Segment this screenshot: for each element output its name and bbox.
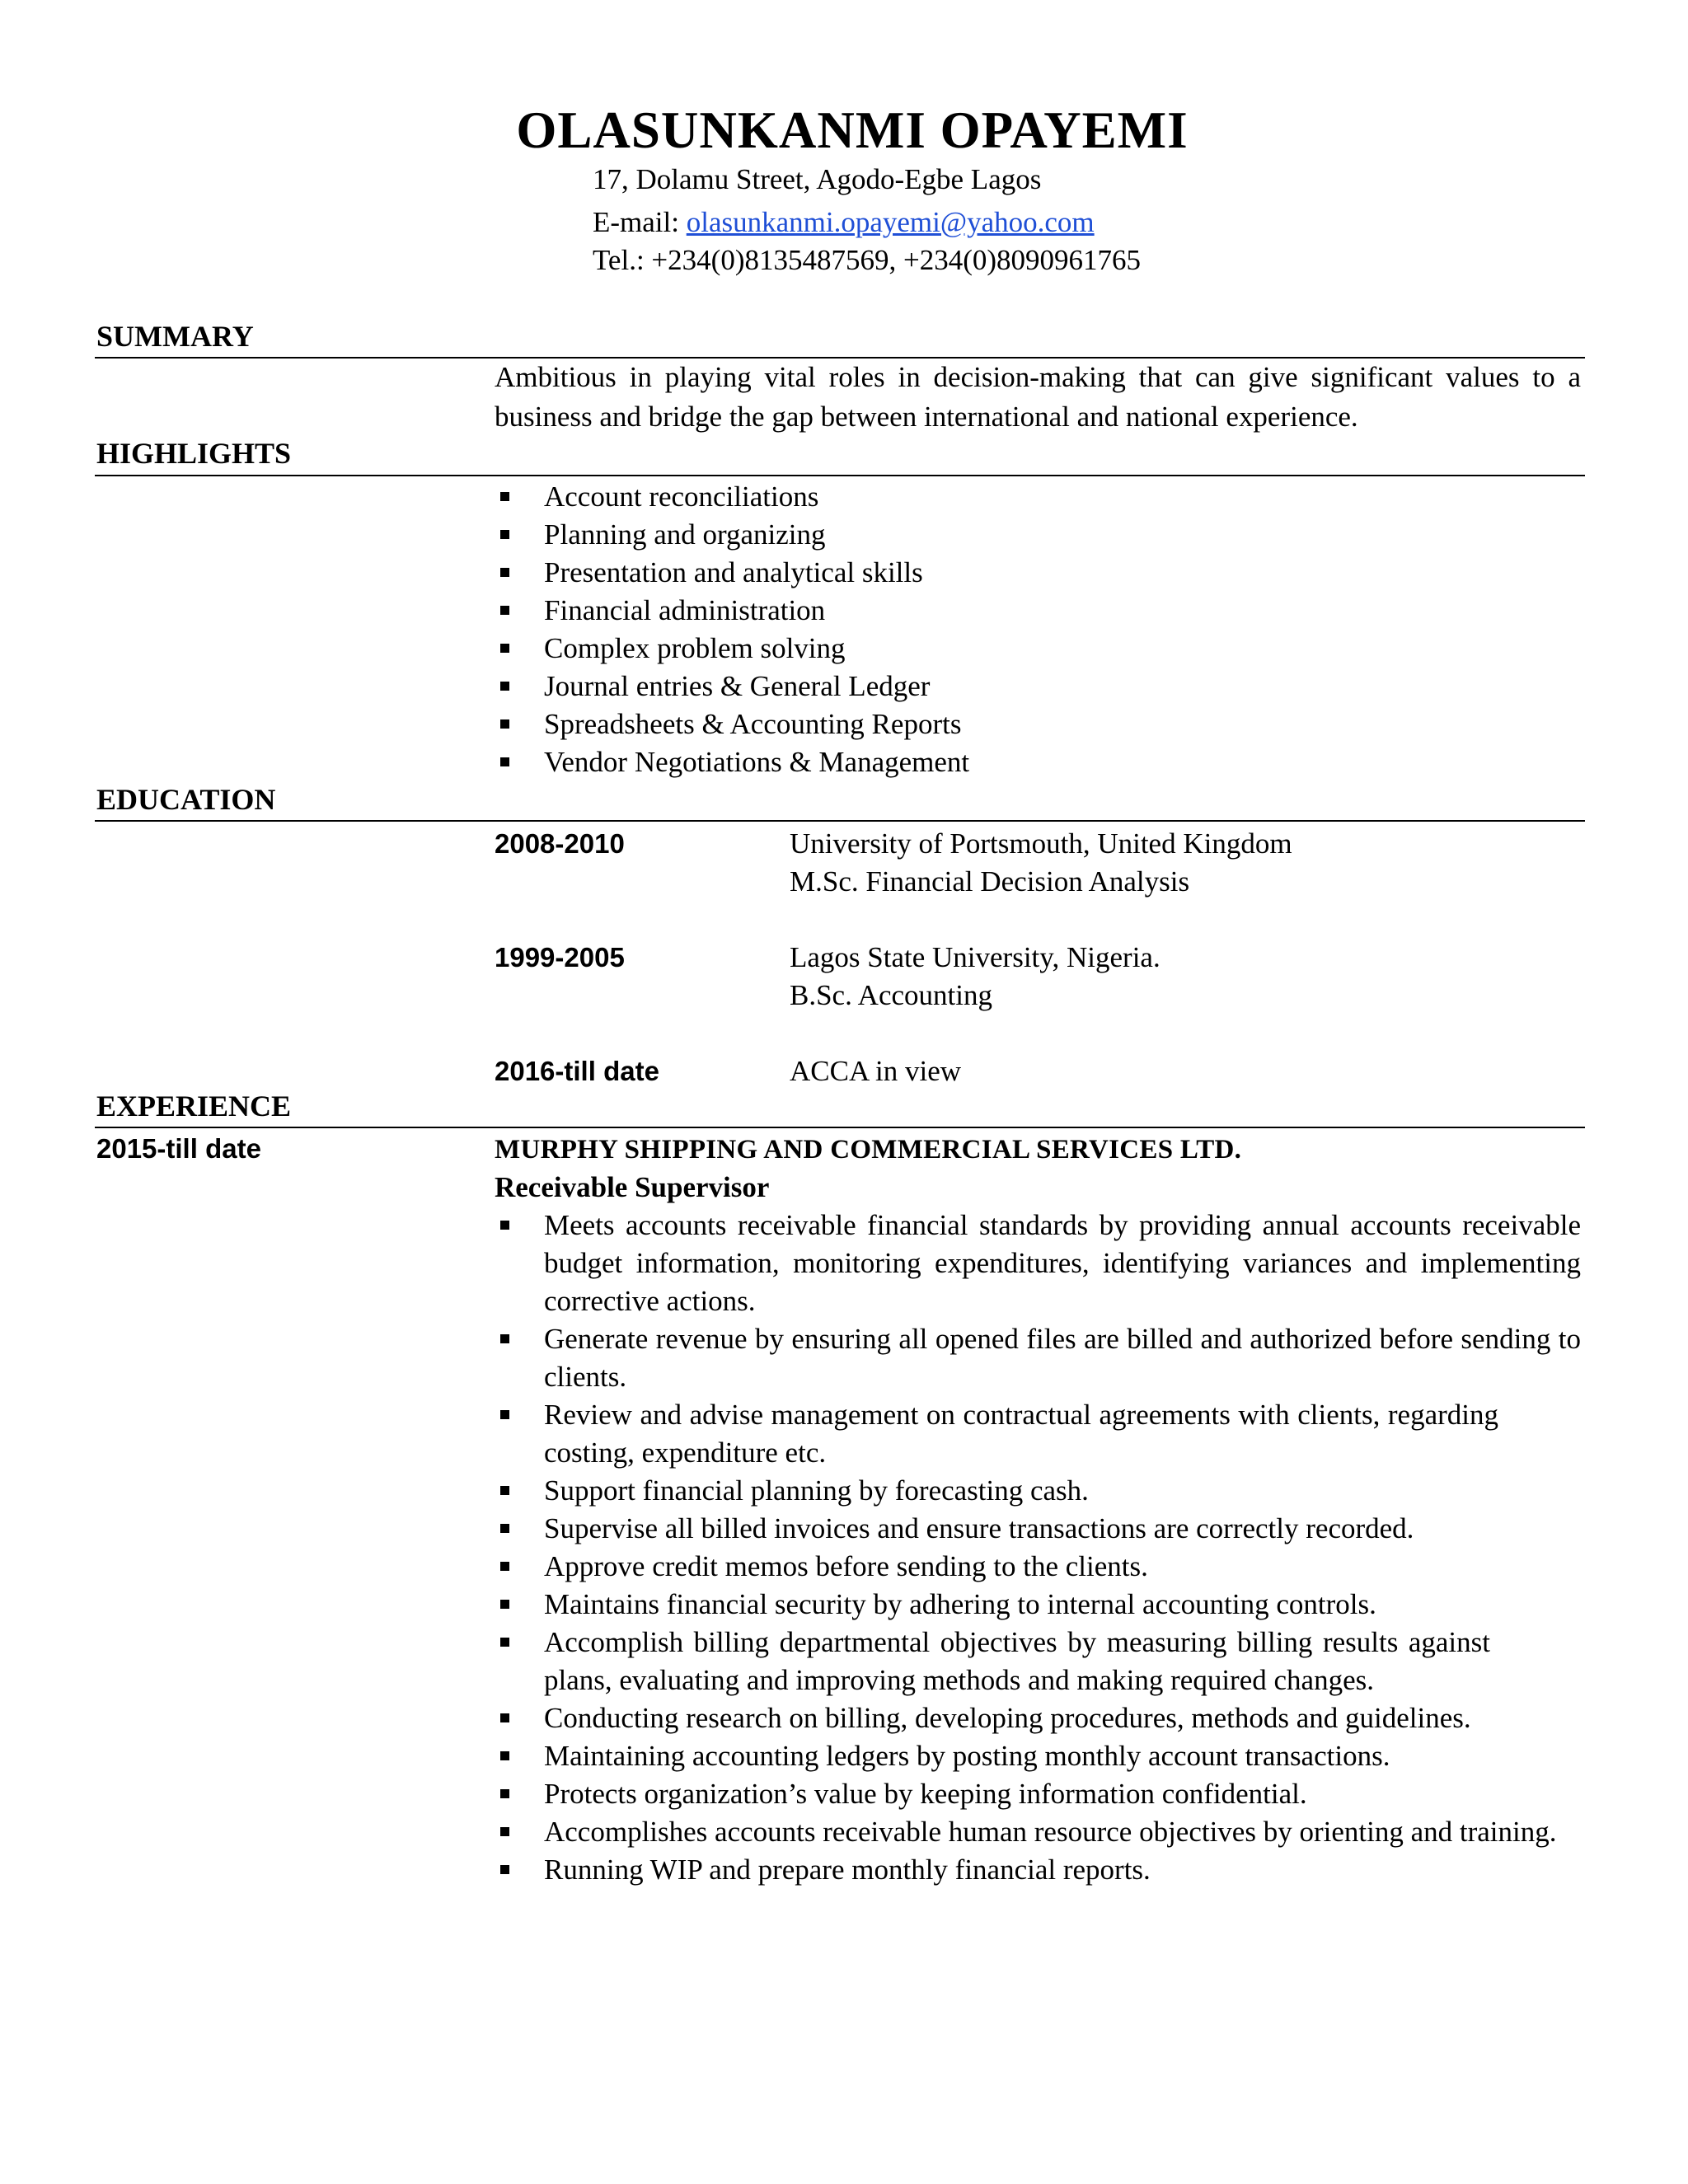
bullet-icon: [500, 1789, 509, 1798]
bullet-icon: [500, 1638, 509, 1647]
list-item: Approve credit memos before sending to the clients.: [495, 1548, 1581, 1586]
bullet-icon: [500, 568, 509, 577]
list-item: Protects organization’s value by keeping information confidential.: [495, 1775, 1581, 1813]
address: 17, Dolamu Street, Agodo-Egbe Lagos: [593, 163, 1042, 195]
education-degree: B.Sc. Accounting: [790, 979, 992, 1011]
list-item: Account reconciliations: [495, 478, 1581, 516]
list-item: Running WIP and prepare monthly financial reports.: [495, 1851, 1581, 1889]
list-item: Journal entries & General Ledger: [495, 668, 1581, 705]
list-item: Complex problem solving: [495, 630, 1581, 668]
list-item: Presentation and analytical skills: [495, 554, 1581, 592]
bullet-icon: [500, 1713, 509, 1722]
bullet-icon: [500, 1334, 509, 1343]
bullet-icon: [500, 719, 509, 729]
list-item: Financial administration: [495, 592, 1581, 630]
email-link[interactable]: olasunkanmi.opayemi@yahoo.com: [686, 206, 1095, 238]
summary-text: Ambitious in playing vital roles in decision-making that can give significant values to a business and bridge the gap between international and national experience.: [495, 361, 1581, 433]
bullet-icon: [500, 1221, 509, 1230]
education-years: 2016-till date: [495, 1056, 659, 1086]
list-item: Planning and organizing: [495, 516, 1581, 554]
bullet-icon: [500, 1865, 509, 1874]
bullet-icon: [500, 644, 509, 653]
bullet-icon: [500, 492, 509, 501]
bullet-icon: [500, 530, 509, 539]
email-label: E-mail:: [593, 206, 687, 238]
list-item: Accomplish billing departmental objectives by measuring billing results against plans, evaluating and improving methods and making required changes.: [495, 1624, 1581, 1699]
education-heading: EDUCATION: [96, 783, 276, 816]
experience-date: 2015-till date: [96, 1133, 261, 1164]
duties-list: [495, 1207, 1581, 1889]
list-item: Generate revenue by ensuring all opened files are billed and authorized before sending to clients.: [495, 1320, 1581, 1396]
bullet-icon: [500, 1486, 509, 1495]
education-institution: University of Portsmouth, United Kingdom: [790, 827, 1292, 860]
summary-heading: SUMMARY: [96, 320, 254, 353]
job-title: Receivable Supervisor: [495, 1171, 770, 1203]
list-item: Conducting research on billing, developing procedures, methods and guidelines.: [495, 1699, 1581, 1737]
highlights-divider: [95, 475, 1585, 476]
bullet-icon: [500, 1410, 509, 1419]
bullet-icon: [500, 606, 509, 615]
experience-heading: EXPERIENCE: [96, 1090, 292, 1122]
education-institution: Lagos State University, Nigeria.: [790, 941, 1160, 973]
telephone: Tel.: +234(0)8135487569, +234(0)8090961765: [593, 244, 1142, 276]
list-item: Support financial planning by forecasting cash.: [495, 1472, 1581, 1510]
list-item: Spreadsheets & Accounting Reports: [495, 705, 1581, 743]
education-years: 1999-2005: [495, 942, 625, 972]
bullet-icon: [500, 1600, 509, 1609]
bullet-icon: [500, 757, 509, 766]
highlights-list: [495, 478, 1581, 781]
list-item: Accomplishes accounts receivable human resource objectives by orienting and training.: [495, 1813, 1581, 1851]
list-item: Maintains financial security by adhering to internal accounting controls.: [495, 1586, 1581, 1624]
list-item: Vendor Negotiations & Management: [495, 743, 1581, 781]
bullet-icon: [500, 1827, 509, 1836]
highlights-heading: HIGHLIGHTS: [96, 437, 292, 470]
list-item: Maintaining accounting ledgers by posting monthly account transactions.: [495, 1737, 1581, 1775]
list-item: Meets accounts receivable financial standards by providing annual accounts receivable budget information, monitoring expenditures, identifying variances and implementing corrective actions.: [495, 1207, 1581, 1320]
bullet-icon: [500, 1751, 509, 1760]
experience-divider: [95, 1127, 1585, 1128]
education-institution: ACCA in view: [790, 1055, 962, 1087]
company-name: MURPHY SHIPPING AND COMMERCIAL SERVICES LTD.: [495, 1135, 1242, 1165]
education-degree: M.Sc. Financial Decision Analysis: [790, 865, 1190, 898]
bullet-icon: [500, 682, 509, 691]
list-item: Review and advise management on contractual agreements with clients, regarding costing, expenditure etc.: [495, 1396, 1581, 1472]
email-line: [593, 204, 1095, 241]
bullet-icon: [500, 1524, 509, 1533]
bullet-icon: [500, 1562, 509, 1571]
candidate-name: OLASUNKANMI OPAYEMI: [516, 101, 1189, 159]
education-divider: [95, 820, 1585, 822]
education-years: 2008-2010: [495, 828, 625, 859]
list-item: Supervise all billed invoices and ensure transactions are correctly recorded.: [495, 1510, 1581, 1548]
